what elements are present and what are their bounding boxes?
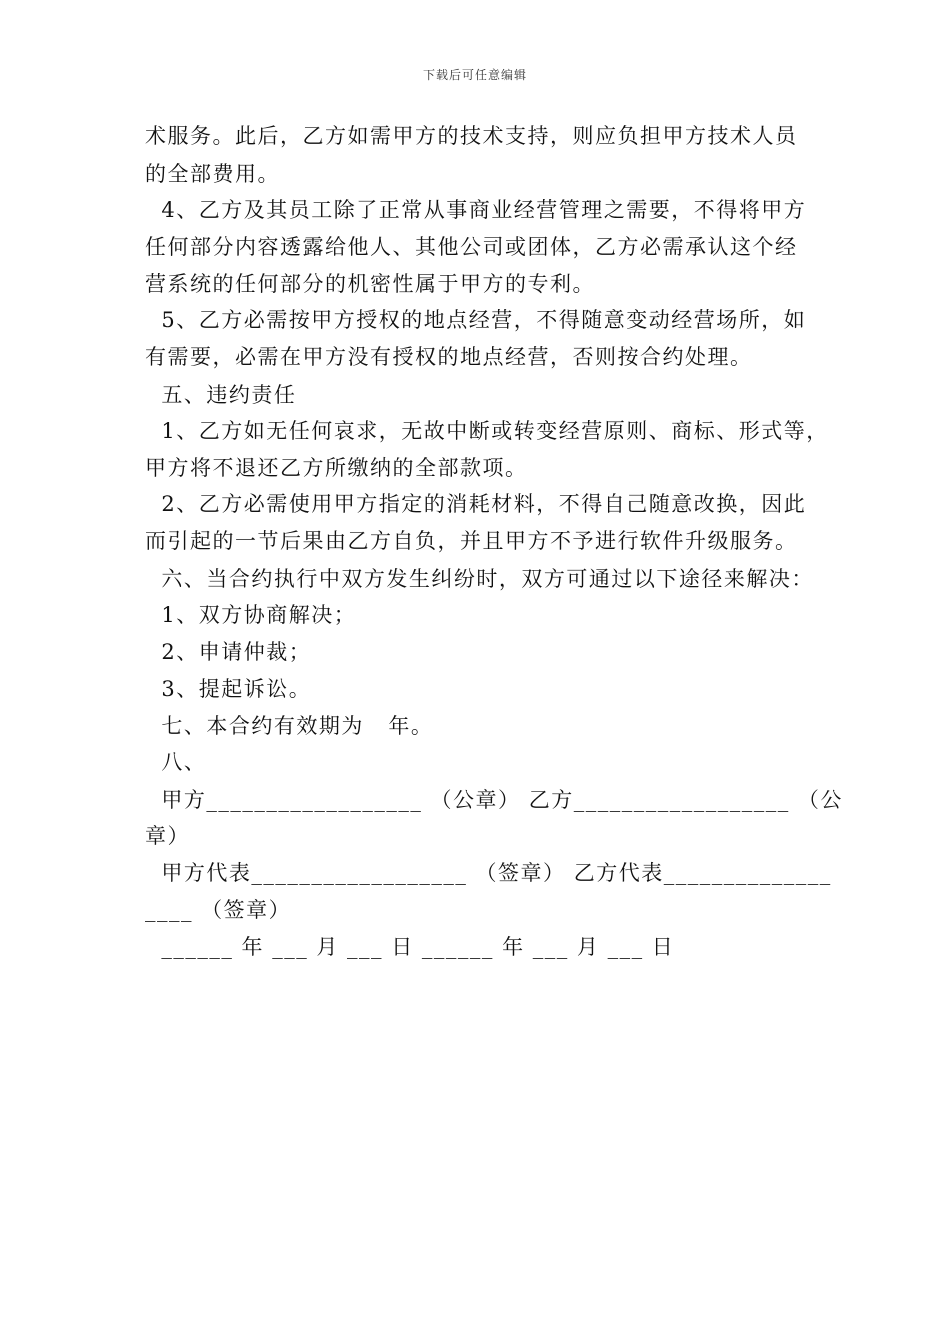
text-line: 1、乙方如无任何哀求，无故中断或转变经营原则、商标、形式等，: [145, 419, 829, 443]
section-heading: 七、本合约有效期为 年。: [145, 714, 434, 738]
signature-line: 甲方__________________ （公章） 乙方__________________ （公: [145, 788, 843, 812]
signature-line: 甲方代表__________________ （签章） 乙方代表______________: [145, 861, 832, 885]
date-line: ______ 年 ___ 月 ___ 日 ______ 年 ___ 月 ___ 日: [145, 935, 675, 959]
list-item: 2、申请仲裁；: [145, 640, 312, 664]
text-line: 4、乙方及其员工除了正常从事商业经营管理之需要，不得将甲方: [145, 198, 807, 222]
text-line: 而引起的一节后果由乙方自负，并且甲方不予进行软件升级服务。: [145, 529, 798, 553]
text-line: 甲方将不退还乙方所缴纳的全部款项。: [145, 456, 528, 480]
signature-line: ____ （签章）: [145, 898, 292, 922]
text-line: 的全部费用。: [145, 162, 280, 186]
text-line: 2、乙方必需使用甲方指定的消耗材料，不得自己随意改换，因此: [145, 492, 807, 516]
text-line: 营系统的任何部分的机密性属于甲方的专利。: [145, 272, 595, 296]
section-heading: 八、: [145, 750, 207, 774]
list-item: 3、提起诉讼。: [145, 677, 312, 701]
page-header: 下载后可任意编辑: [422, 68, 527, 82]
text-line: 术服务。此后，乙方如需甲方的技术支持，则应负担甲方技术人员: [145, 124, 798, 148]
text-line: 5、乙方必需按甲方授权的地点经营，不得随意变动经营场所，如: [145, 308, 807, 332]
text-line: 有需要，必需在甲方没有授权的地点经营，否则按合约处理。: [145, 345, 753, 369]
signature-line: 章）: [145, 824, 190, 848]
list-item: 1、双方协商解决；: [145, 603, 357, 627]
section-heading: 六、当合约执行中双方发生纠纷时，双方可通过以下途径来解决：: [145, 567, 814, 591]
text-line: 任何部分内容透露给他人、其他公司或团体，乙方必需承认这个经: [145, 235, 798, 259]
section-heading: 五、违约责任: [145, 383, 297, 407]
